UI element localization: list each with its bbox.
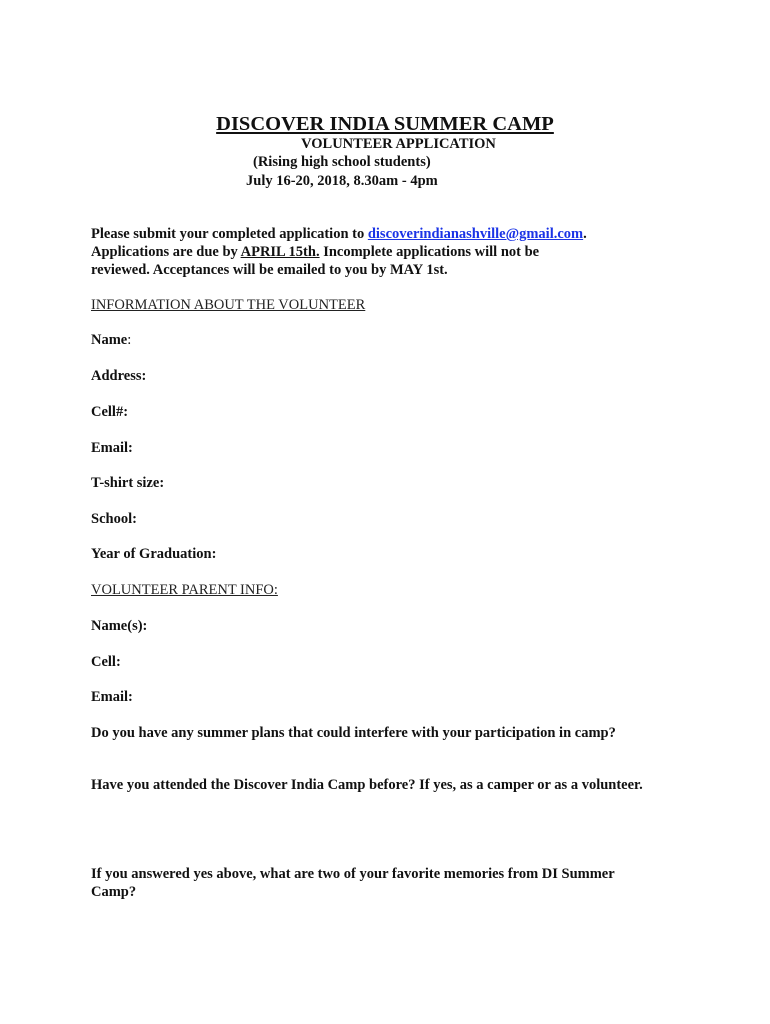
parent-names-field-label: Name(s): bbox=[91, 618, 148, 634]
question-favorite-memories-line-1: If you answered yes above, what are two of your favorite memories from DI Summer bbox=[91, 866, 615, 882]
form-subtitle: VOLUNTEER APPLICATION bbox=[301, 136, 496, 152]
instructions-line-2 bbox=[91, 244, 539, 261]
question-favorite-memories-line-2: Camp? bbox=[91, 884, 137, 900]
page-title: DISCOVER INDIA SUMMER CAMP bbox=[216, 113, 554, 135]
question-summer-plans: Do you have any summer plans that could interfere with your participation in camp? bbox=[91, 725, 616, 741]
email-field-label: Email: bbox=[91, 440, 133, 456]
instructions-line-1 bbox=[91, 226, 587, 243]
parent-email-field-label: Email: bbox=[91, 689, 133, 705]
parent-cell-field-label: Cell: bbox=[91, 654, 121, 670]
audience-note: (Rising high school students) bbox=[253, 154, 431, 170]
volunteer-section-heading: INFORMATION ABOUT THE VOLUNTEER bbox=[91, 297, 366, 313]
address-field-label: Address: bbox=[91, 368, 147, 384]
submit-suffix: . bbox=[583, 226, 587, 242]
due-prefix: Applications are due by bbox=[91, 244, 241, 260]
due-date: APRIL 15th. bbox=[240, 244, 320, 260]
name-field-label bbox=[91, 332, 131, 349]
due-suffix: Incomplete applications will not be bbox=[319, 244, 540, 260]
name-label-colon: : bbox=[127, 332, 132, 348]
graduation-field-label: Year of Graduation: bbox=[91, 546, 217, 562]
instructions-line-3: reviewed. Acceptances will be emailed to you by MAY 1st. bbox=[91, 262, 448, 278]
submit-prefix: Please submit your completed application to bbox=[91, 226, 368, 242]
question-attended-before: Have you attended the Discover India Camp before? If yes, as a camper or as a volunteer. bbox=[91, 777, 643, 793]
camp-dates: July 16-20, 2018, 8.30am - 4pm bbox=[246, 173, 438, 189]
school-field-label: School: bbox=[91, 511, 137, 527]
email-link[interactable]: discoverindianashville@gmail.com bbox=[367, 226, 584, 242]
tshirt-field-label: T-shirt size: bbox=[91, 475, 165, 491]
parent-section-heading: VOLUNTEER PARENT INFO: bbox=[91, 582, 278, 598]
cell-field-label: Cell#: bbox=[91, 404, 129, 420]
name-label-text: Name bbox=[91, 332, 128, 348]
